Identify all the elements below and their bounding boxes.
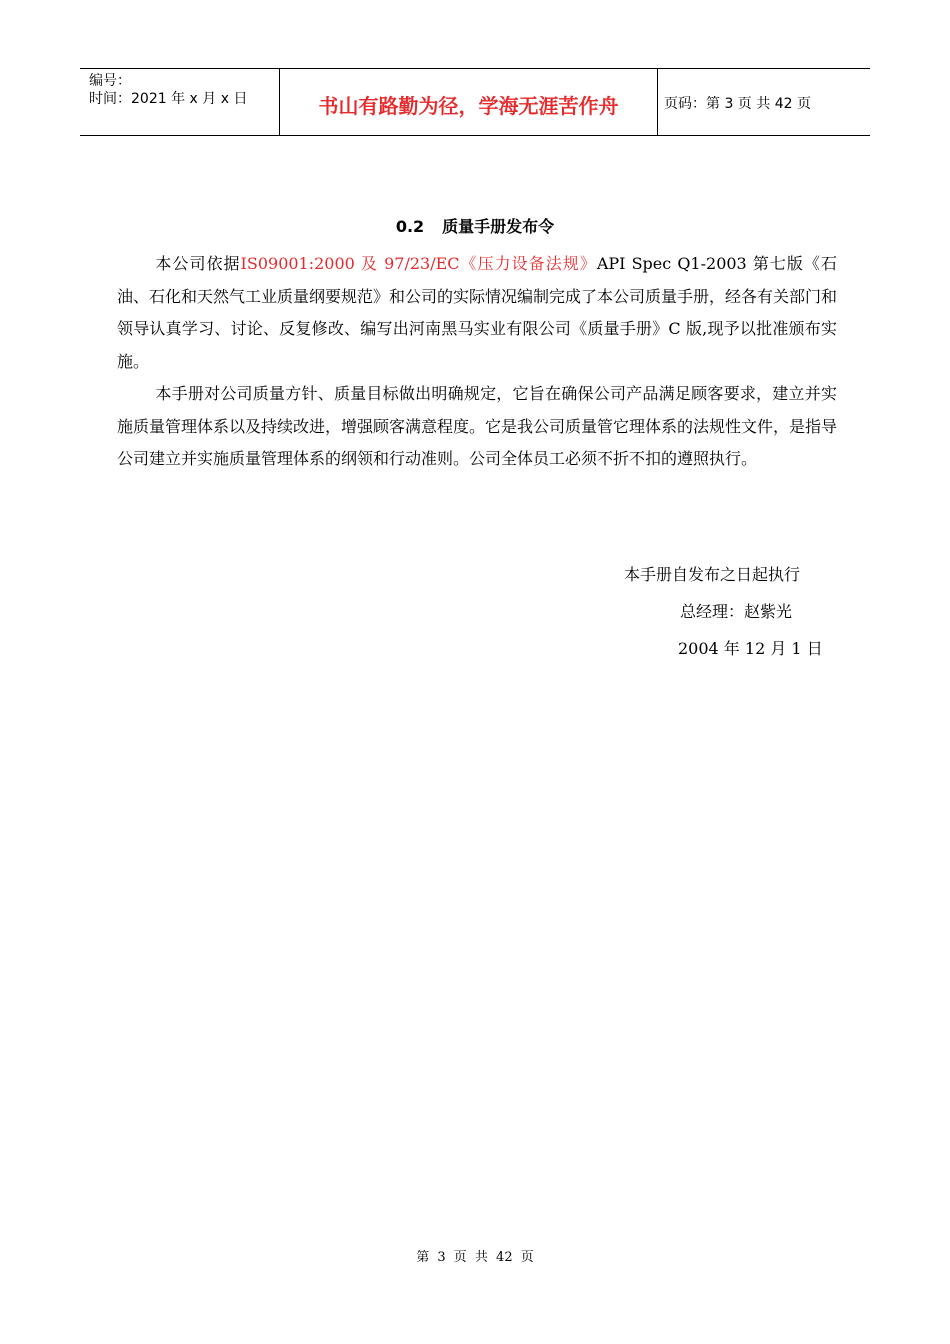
issue-date: 2004 年 12 月 1 日 [678, 639, 823, 658]
header-motto: 书山有路勤为径，学海无涯苦作舟 [280, 69, 658, 135]
document-time-label: 时间：2021 年 x 月 x 日 [89, 91, 248, 107]
document-body [117, 248, 837, 476]
signatory: 总经理：赵紫光 [680, 602, 793, 621]
page-footer: 第 3 页 共 42 页 [416, 1250, 534, 1265]
section-heading [0, 214, 950, 237]
paragraph-1-start: 本公司依据 [155, 254, 241, 273]
header-page-indicator: 页码：第 3 页 共 42 页 [664, 96, 811, 112]
page-header [80, 68, 870, 136]
section-title: 质量手册发布令 [442, 217, 555, 236]
effective-statement: 本手册自发布之日起执行 [624, 565, 801, 584]
paragraph-1 [117, 248, 837, 378]
document-number-label: 编号： [89, 73, 131, 89]
section-number: 0.2 [395, 217, 425, 236]
paragraph-2: 本手册对公司质量方针、质量目标做出明确规定，它旨在确保公司产品满足顾客要求，建立并实施质量管理体系以及持续改进，增强顾客满意程度。它是我公司质量管它理体系的法规性文件，是指导公司建立并实施质量管理体系的纲领和行动准则。公司全体员工必须不折不扣的遵照执行。 [117, 384, 838, 468]
paragraph-1-highlight: IS09001:2000 及 97/23/EC《压力设备法规》 [240, 254, 597, 273]
paragraph-1-rest: API Spec Q1-2003 第七版《石油、石化和天然气工业质量纲要规范》和公司的实际情况编制完成了本公司质量手册，经各有关部门和领导认真学习、讨论、反复修改、编写出河南黑马实业有限公司《质量手册》C 版,现予以批准颁布实施。 [117, 254, 838, 371]
header-meta [80, 69, 280, 135]
